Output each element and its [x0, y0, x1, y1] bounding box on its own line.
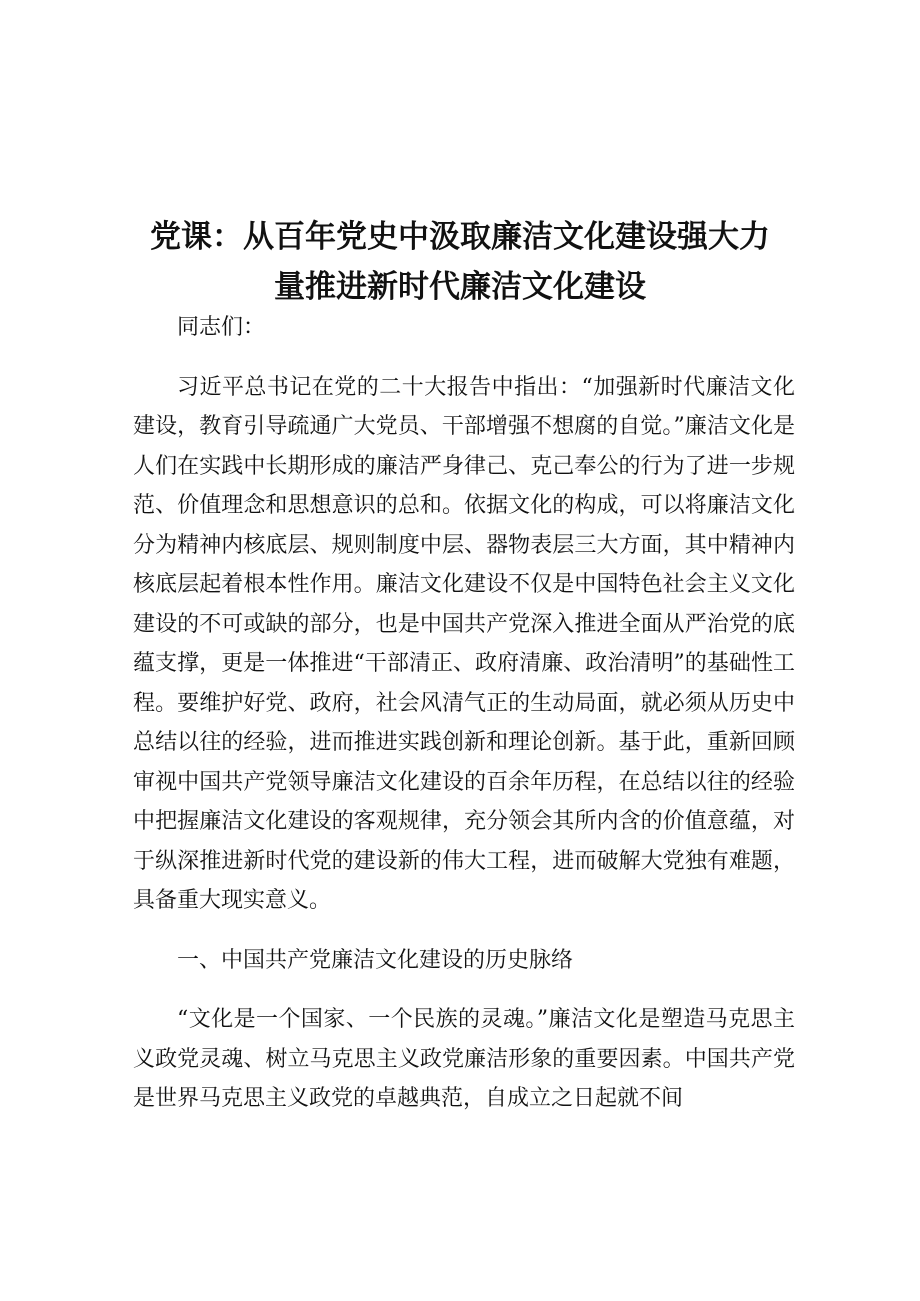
title-line-1: 党课：从百年党史中汲取廉洁文化建设强大力 [150, 219, 770, 255]
document-body [133, 308, 795, 1119]
document-title [120, 212, 800, 312]
section-heading-1: 一、中国共产党廉洁文化建设的历史脉络 [177, 947, 574, 973]
title-line-2: 量推进新时代廉洁文化建设 [274, 269, 646, 305]
body-paragraph-2: “文化是一个国家、一个民族的灵魂。”廉洁文化是塑造马克思主义政党灵魂、树立马克思主义政党廉洁形象的重要因素。中国共产党是世界马克思主义政党的卓越典范，自成立之日起就不间 [133, 1007, 795, 1111]
salutation: 同志们： [177, 315, 266, 340]
body-paragraph-1: 习近平总书记在党的二十大报告中指出：“加强新时代廉洁文化建设，教育引导疏通广大党员、干部增强不想腐的自觉。”廉洁文化是人们在实践中长期形成的廉洁严身律己、克己奉公的行为了进一步规范、价值理念和思想意识的总和。依据文化的构成，可以将廉洁文化分为精神内核底层、规则制度中层、器物表层三大方面，其中精神内核底层起着根本性作用。廉洁文化建设不仅是中国特色社会主义文化建设的不可或缺的部分，也是中国共产党深入推进全面从严治党的底蕴支撑，更是一体推进“干部清正、政府清廉、政治清明”的基础性工程。要维护好党、政府，社会风清气正的生动局面，就必须从历史中总结以往的经验，进而推进实践创新和理论创新。基于此，重新回顾审视中国共产党领导廉洁文化建设的百余年历程，在总结以往的经验中把握廉洁文化建设的客观规律，充分领会其所内含的价值意蕴，对于纵深推进新时代党的建设新的伟大工程，进而破解大党独有难题，具备重大现实意义。 [133, 374, 795, 913]
